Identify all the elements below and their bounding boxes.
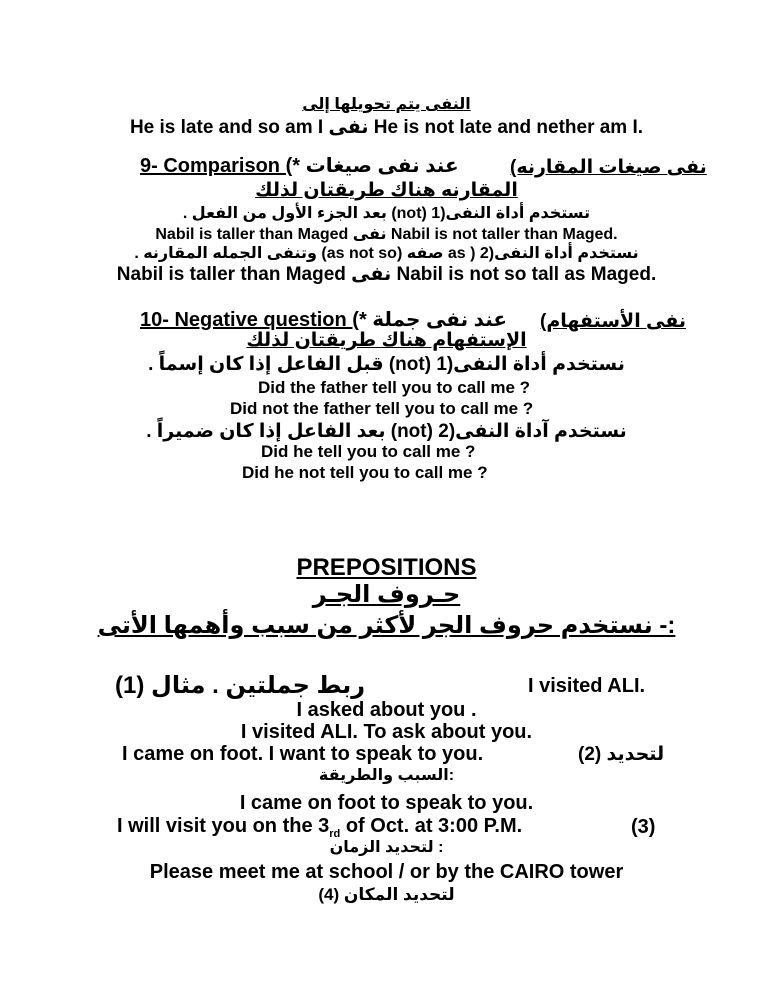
item-2-example-en: I came on foot. I want to speak to you. <box>122 743 484 765</box>
item-3-example-en <box>117 816 522 840</box>
section-10-example-2a: Did he tell you to call me ? <box>261 442 476 461</box>
section-10-example-1a: Did the father tell you to call me ? <box>258 378 531 397</box>
item-3-number: (3) <box>631 816 656 838</box>
section-10-subtitle: الإستفهام هناك طريقتان لذلك <box>246 330 527 351</box>
section-10-heading-ar-right: نفى الأستفهام) <box>540 311 687 332</box>
section-10-rule-1: . قبل الفاعل إذا كان إسماً (not) نستخدم أداة النفى(1 <box>148 354 625 375</box>
section-9-example-1: Nabil is taller than Maged نفى Nabil is not taller than Maged. <box>155 226 618 243</box>
section-10-example-2b: Did he not tell you to call me ? <box>242 463 488 482</box>
item-4-label-ar: لتحديد المكان (4) <box>318 885 455 904</box>
negation-intro-ar: النفى يتم تحويلها إلى <box>302 96 471 113</box>
section-10-heading <box>140 310 507 330</box>
section-9-example-2: Nabil is taller than Maged نفى Nabil is not so tall as Maged. <box>116 264 657 285</box>
prepositions-title: PREPOSITIONS <box>296 554 477 581</box>
item-3-text-b: of Oct. at 3:00 P.M. <box>340 815 523 837</box>
section-10-rule-2: . بعد الفاعل إذا كان ضميراً (not) نستخدم آداة النفى(2 <box>146 421 627 442</box>
item-3-sub-ar: : لتحديد الزمان <box>329 839 444 856</box>
item-3-ordinal: rd <box>329 828 341 840</box>
item-2-label-ar: لتحديد (2) <box>578 744 665 765</box>
prepositions-title-ar: حـروف الجـر <box>312 581 461 608</box>
item-2-example-2: I came on foot to speak to you. <box>239 792 534 814</box>
section-9-heading-ar-right: نفى صيغات المقارنه) <box>510 157 707 178</box>
section-9-rule-2: . وتنفى الجمله المقارنه (as not so) صفه as ) نستخدم أداة النفى(2 <box>134 245 639 262</box>
item-3-text-a: I will visit you on the 3 <box>117 815 330 837</box>
item-2-sub-ar: :السبب والطريقة <box>318 767 455 784</box>
section-9-subtitle: المقارنه هناك طريقتان لذلك <box>255 180 518 201</box>
item-1-label-ar: ربط جملتين . مثال (1) <box>115 672 366 699</box>
item-1-example-3: I visited ALI. To ask about you. <box>240 721 533 743</box>
prepositions-intro-ar: :- نستخدم حروف الجر لأكثر من سبب وأهمها الأتى <box>97 612 676 639</box>
section-9-rule-1: . بعد الجزء الأول من الفعل (not) تستخدم أداة النفى(1 <box>182 205 591 222</box>
section-9-heading <box>140 156 459 176</box>
section-10-example-1b: Did not the father tell you to call me ? <box>230 399 534 418</box>
item-4-example-en: Please meet me at school / or by the CAIRO tower <box>149 861 624 883</box>
item-1-example-2: I asked about you . <box>296 699 477 721</box>
section-9-heading-en: 9- Comparison ( <box>140 155 293 177</box>
item-1-example-en: I visited ALI. <box>528 675 646 697</box>
section-9-heading-ar-mid: عند نفى صيغات * <box>292 155 459 177</box>
section-10-heading-en: 10- Negative question ( <box>140 309 359 331</box>
negation-example: He is late and so am I نفى He is not late and nether am I. <box>129 117 644 138</box>
section-10-heading-ar-mid: عند نفى جملة * <box>358 309 508 331</box>
